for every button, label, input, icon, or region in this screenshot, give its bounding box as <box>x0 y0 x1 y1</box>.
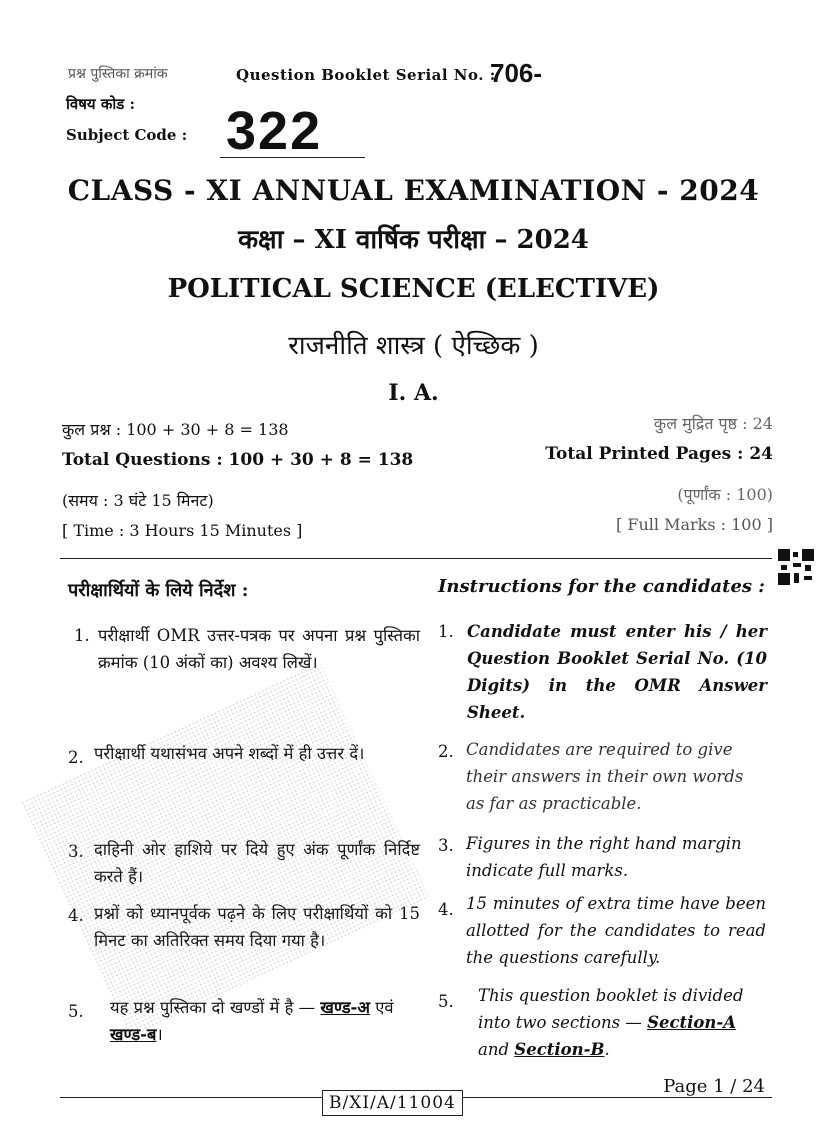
exam-title-hindi: कक्षा – XI वार्षिक परीक्षा – 2024 <box>238 225 589 255</box>
instruction-number: 5. <box>438 992 454 1011</box>
instruction-5 <box>478 982 768 1063</box>
serial-value: 706- <box>490 58 543 88</box>
instruction-1: Candidate must enter his / her Question Booklet Serial No. (10 Digits) in the OMR Answer Sheet. <box>467 622 767 722</box>
instruction-number: 1. <box>438 622 454 641</box>
instruction-5-hindi-pre: यह प्रश्न पुस्तिका दो खण्डों में है — <box>110 998 316 1017</box>
subject-title-hindi: राजनीति शास्त्र ( ऐच्छिक ) <box>288 331 539 361</box>
marks-hindi: (पूर्णांक : 100) <box>677 485 773 504</box>
section-b: Section-B <box>514 1040 605 1059</box>
instruction-number: 4. <box>438 900 454 919</box>
instruction-5-hindi-mid: एवं <box>375 998 394 1017</box>
instruction-3: Figures in the right hand margin indicate full marks. <box>466 834 742 880</box>
instruction-number: 1. <box>74 626 90 645</box>
instruction-2-hindi: परीक्षार्थी यथासंभव अपने शब्दों में ही उत्तर दें। <box>94 744 365 763</box>
instruction-2: Candidates are required to give their answers in their own words as far as practicable. <box>466 740 744 813</box>
subject-code-label-hindi: विषय कोड : <box>66 95 136 113</box>
instruction-5-hindi-post: । <box>156 1025 163 1044</box>
subject-code-underline <box>220 157 365 158</box>
scan-noise <box>21 662 430 1037</box>
subject-title: POLITICAL SCIENCE (ELECTIVE) <box>167 274 660 304</box>
qr-code-icon <box>778 549 814 585</box>
exam-title: CLASS - XI ANNUAL EXAMINATION - 2024 <box>67 174 760 207</box>
time-hindi: (समय : 3 घंटे 15 मिनट) <box>62 491 214 510</box>
instruction-number: 3. <box>68 842 84 861</box>
instructions-heading-hindi: परीक्षार्थियों के लिये निर्देश : <box>68 580 249 601</box>
subject-code-value: 322 <box>226 101 323 161</box>
instruction-number: 2. <box>438 742 454 761</box>
instruction-5-post: . <box>604 1040 610 1059</box>
serial-label-hindi: प्रश्न पुस्तिका क्रमांक <box>68 66 168 82</box>
serial-label: Question Booklet Serial No. : <box>236 66 496 84</box>
full-marks: [ Full Marks : 100 ] <box>616 515 773 534</box>
total-questions-hindi: कुल प्रश्न : 100 + 30 + 8 = 138 <box>62 420 289 439</box>
section-b-hindi: खण्ड-ब <box>110 1025 157 1044</box>
section-a-hindi: खण्ड-अ <box>320 998 370 1017</box>
instruction-5-pre: This question booklet is divided into two sections — <box>478 986 744 1032</box>
total-pages: Total Printed Pages : 24 <box>545 444 773 464</box>
subject-code-label: Subject Code : <box>66 126 188 144</box>
instructions-heading: Instructions for the candidates : <box>438 576 765 597</box>
instruction-4-hindi: प्रश्नों को ध्यानपूर्वक पढ़ने के लिए परीक्षार्थियों को 15 मिनट का अतिरिक्त समय दिया गया है। <box>94 904 420 950</box>
booklet-code: B/XI/A/11004 <box>322 1090 463 1116</box>
set-label: I. A. <box>388 380 439 406</box>
section-a: Section-A <box>647 1013 737 1032</box>
total-questions: Total Questions : 100 + 30 + 8 = 138 <box>62 450 414 470</box>
page-number: Page 1 / 24 <box>663 1076 765 1097</box>
instruction-number: 5. <box>68 1002 84 1021</box>
instruction-5-mid: and <box>478 1040 510 1059</box>
divider <box>60 558 772 559</box>
instruction-number: 4. <box>68 906 84 925</box>
instruction-3-hindi: दाहिनी ओर हाशिये पर दिये हुए अंक पूर्णांक निर्दिष्ट करते हैं। <box>94 840 420 886</box>
instruction-number: 3. <box>438 836 454 855</box>
time: [ Time : 3 Hours 15 Minutes ] <box>62 521 303 540</box>
total-pages-hindi: कुल मुद्रित पृष्ठ : 24 <box>653 414 773 433</box>
instruction-number: 2. <box>68 748 84 767</box>
instruction-1-hindi: परीक्षार्थी OMR उत्तर-पत्रक पर अपना प्रश्न पुस्तिका क्रमांक (10 अंकों का) अवश्य लिखें। <box>98 626 420 672</box>
instruction-4: 15 minutes of extra time have been allotted for the candidates to read the questions carefully. <box>466 894 766 967</box>
